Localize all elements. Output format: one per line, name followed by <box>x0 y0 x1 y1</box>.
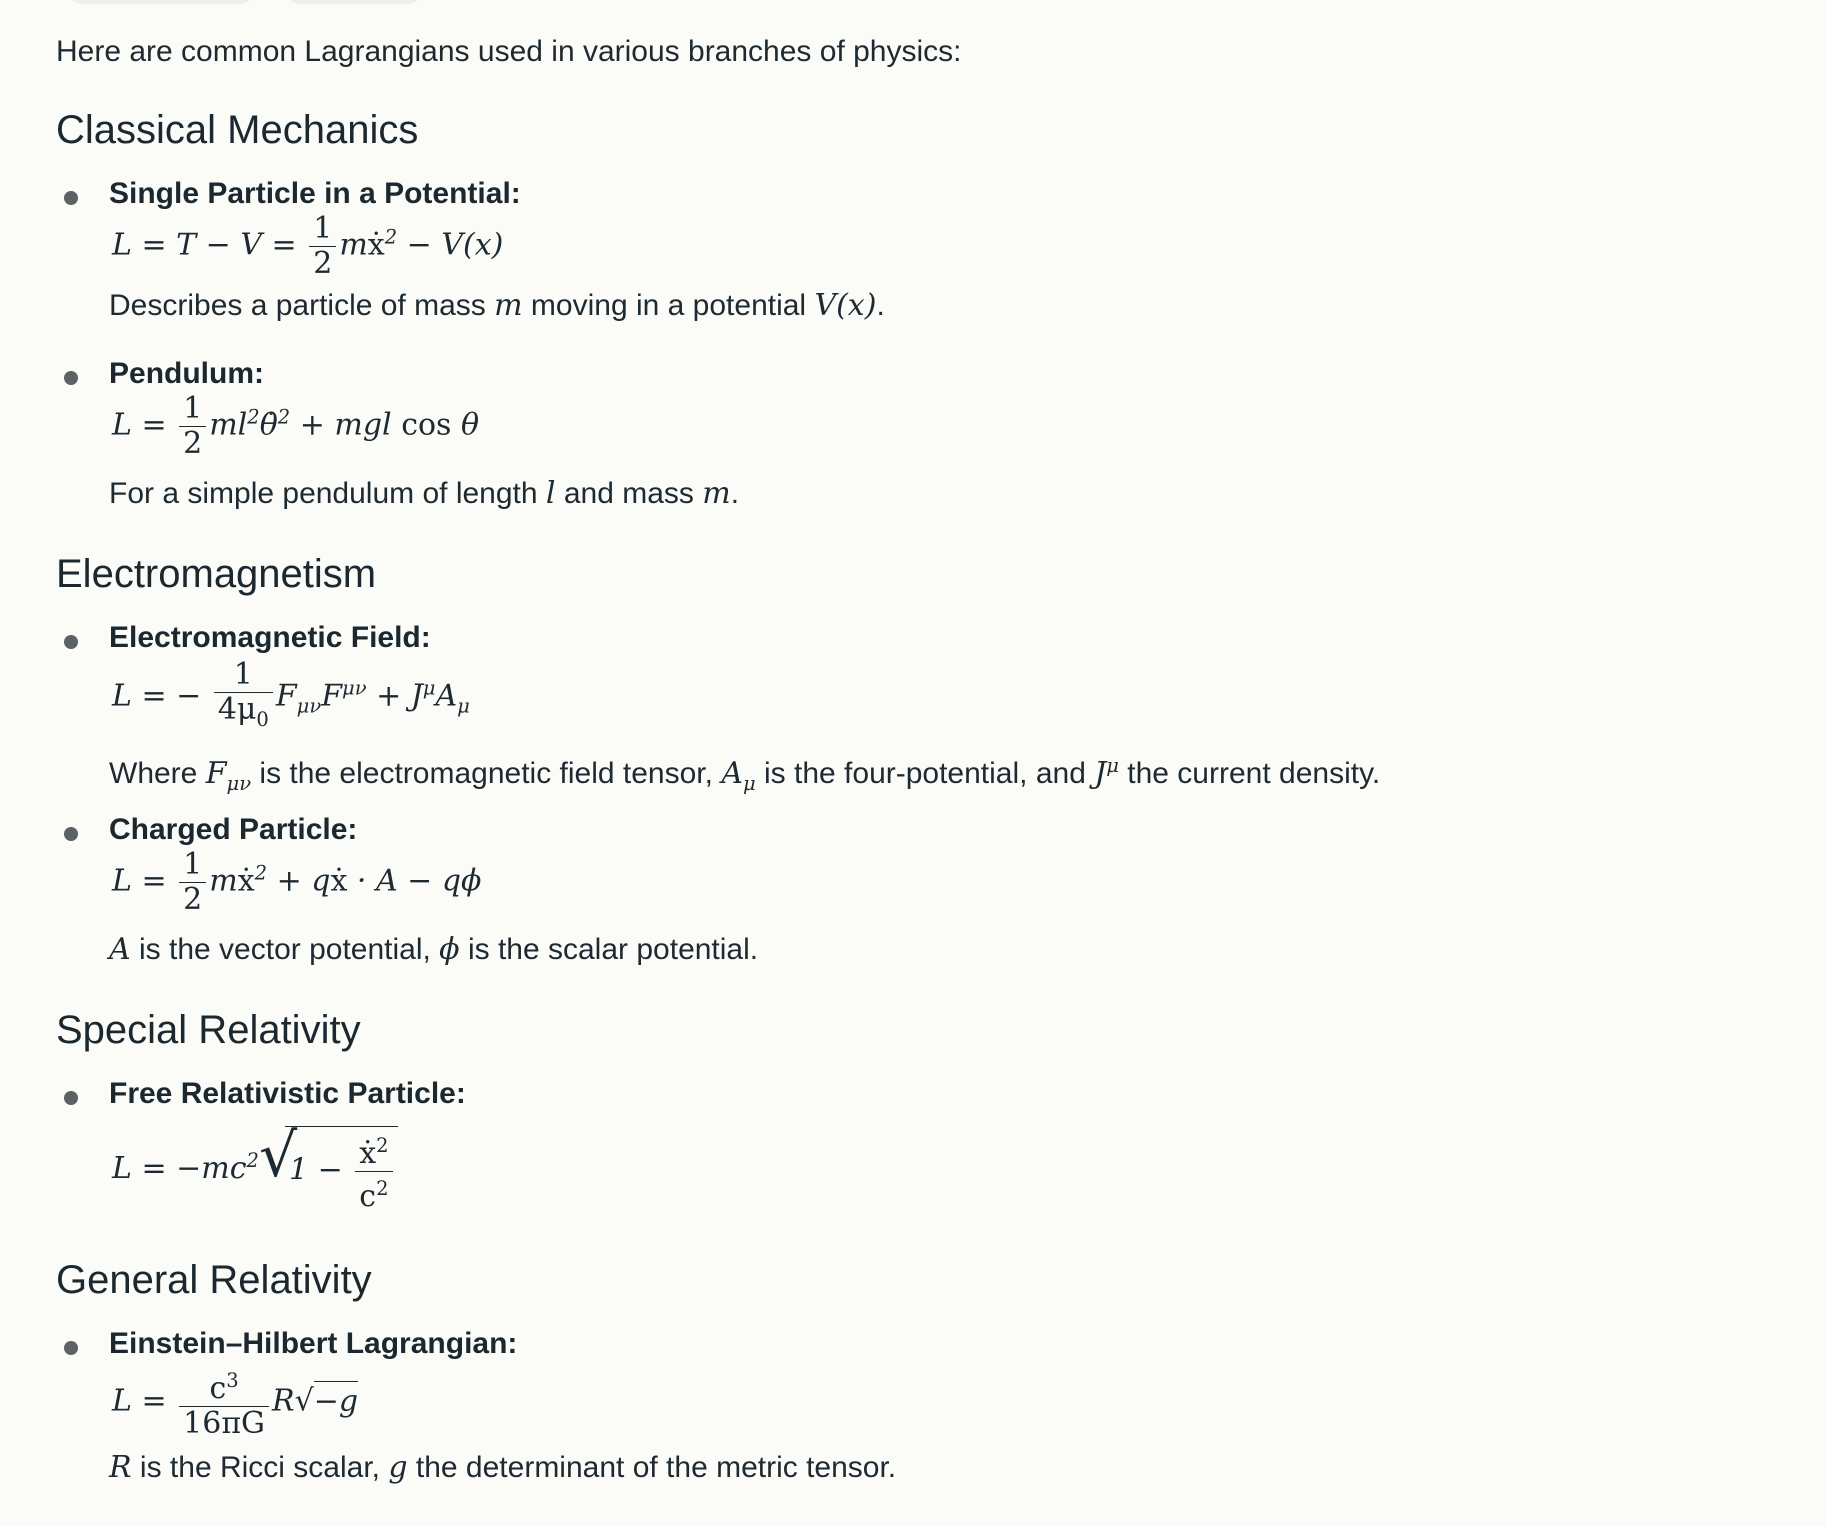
equation: L = $\frac{1}{2}$ mẋ$^2$ + qẋ · A − qϕ <box>112 847 482 917</box>
item-title: Pendulum: <box>109 357 264 390</box>
bullet-icon <box>64 1091 78 1105</box>
equation: L = $\frac{1}{2}$ $ml^2\thetȧ^2$ + mgl cos θ <box>112 391 480 461</box>
equation: L = − $\frac{1}{4\mu_0}$ $F_{\mu\nu}F^{\mu\nu} + J^\mu A_\mu$ <box>112 657 470 731</box>
section-heading-general-relativity: General Relativity <box>56 1258 372 1302</box>
item-title: Einstein–Hilbert Lagrangian: <box>109 1327 518 1360</box>
item-description: Where $F_{\mu\nu}$ is the electromagnetic field tensor, $A_\mu$ is the four-potential, and $J^\mu$ the current density. <box>109 754 1381 795</box>
bullet-icon <box>64 191 78 205</box>
top-tab-bar <box>66 0 566 4</box>
bullet-icon <box>64 827 78 841</box>
equation: L = $\frac{c^3}{16\pi G}$ R√−g <box>112 1364 358 1441</box>
section-heading-electromagnetism: Electromagnetism <box>56 552 377 596</box>
top-tab[interactable] <box>66 0 256 4</box>
bullet-icon <box>64 1341 78 1355</box>
section-heading-classical-mechanics: Classical Mechanics <box>56 108 419 152</box>
item-title: Electromagnetic Field: <box>109 621 431 654</box>
equation: $L = -mc^2$ √ 1 − $\frac{ẋ^2}{c^2}$ <box>112 1126 398 1214</box>
section-heading-special-relativity: Special Relativity <box>56 1008 361 1052</box>
intro-text: Here are common Lagrangians used in various branches of physics: <box>56 35 962 68</box>
item-description: For a simple pendulum of length l and mass m. <box>109 476 740 511</box>
item-title: Free Relativistic Particle: <box>109 1077 466 1110</box>
item-title: Charged Particle: <box>109 813 358 846</box>
equation: L = T − V = $\frac{1}{2}$ mẋ$^2$ − V(x) <box>112 211 504 281</box>
item-description: Describes a particle of mass m moving in a potential V(x). <box>109 288 885 323</box>
top-tab[interactable] <box>284 0 424 4</box>
bullet-icon <box>64 635 78 649</box>
item-description: A is the vector potential, ϕ is the scalar potential. <box>109 932 759 967</box>
bullet-icon <box>64 371 78 385</box>
item-description: R is the Ricci scalar, g the determinant of the metric tensor. <box>109 1450 897 1485</box>
item-title: Single Particle in a Potential: <box>109 177 521 210</box>
